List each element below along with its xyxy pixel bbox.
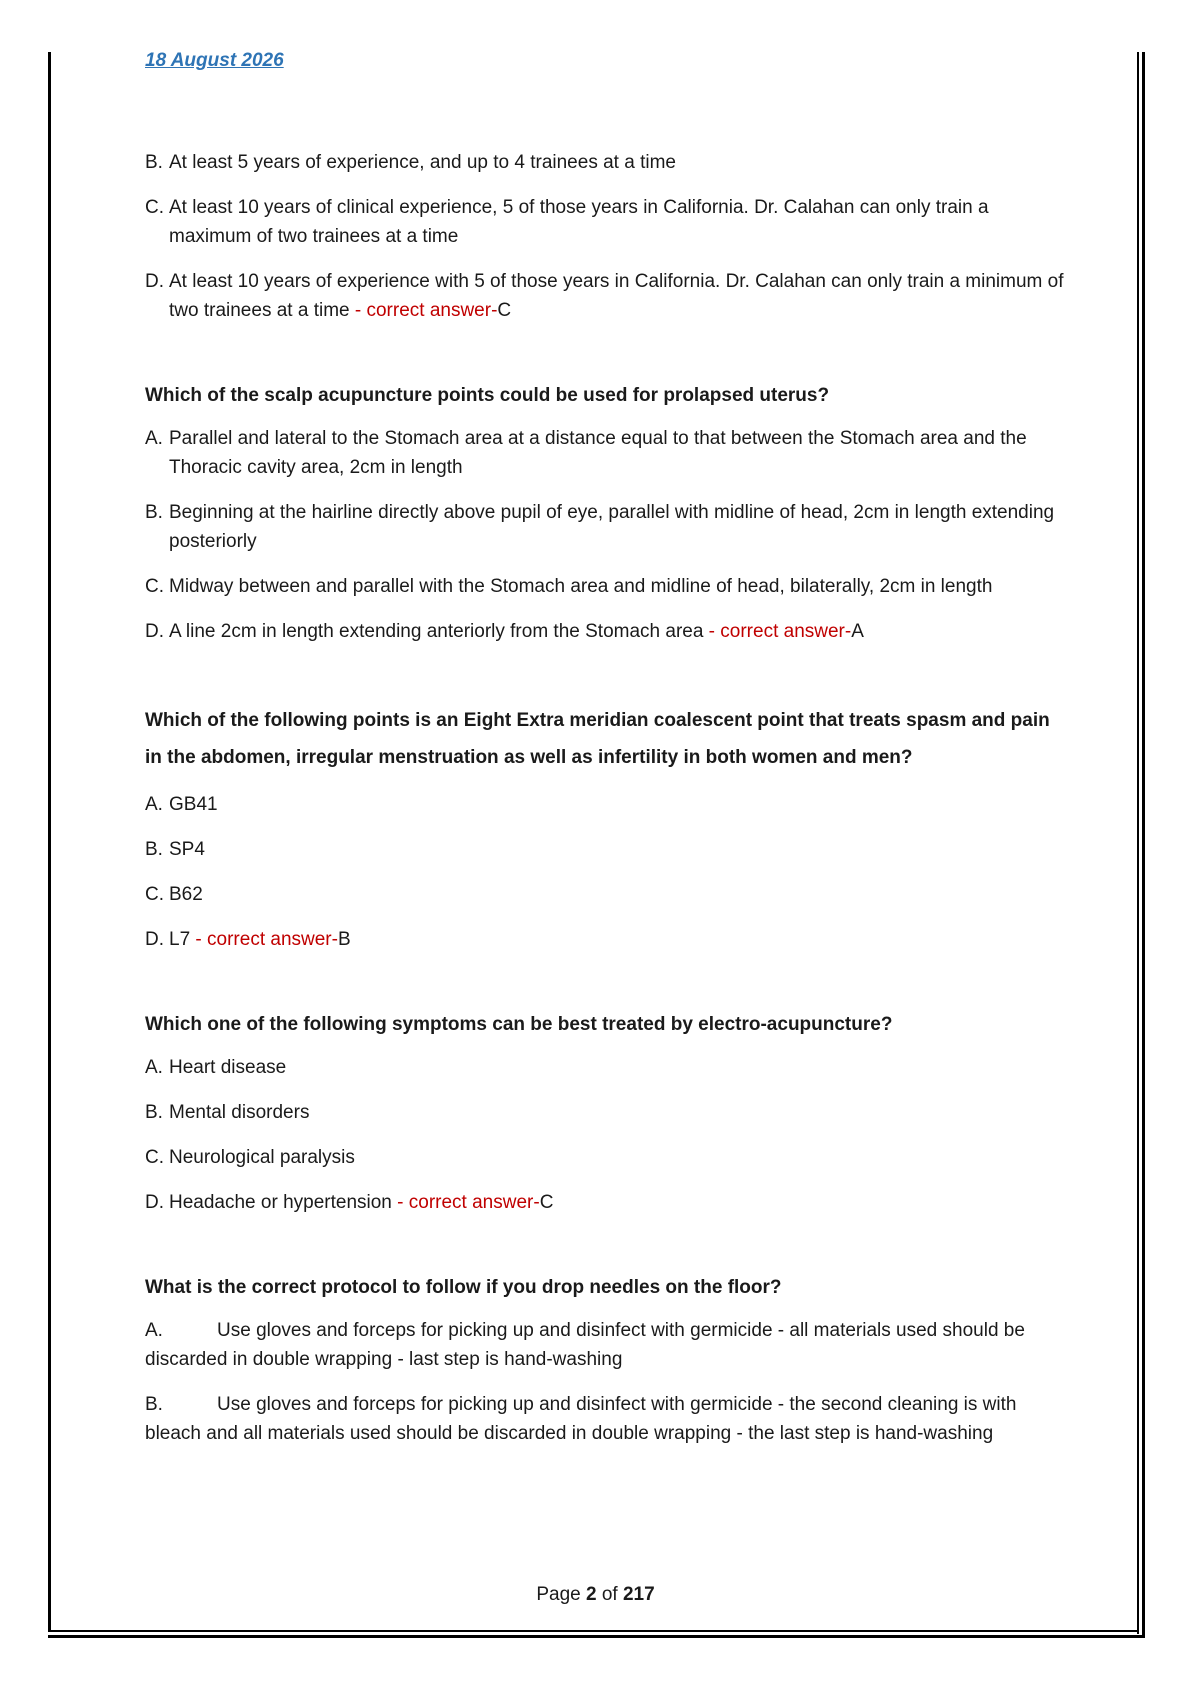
option-text: At least 10 years of clinical experience, 5 of those years in California. Dr. Calahan can only train a maximum of two trainees at a time [169,197,989,247]
answer-option [145,1053,1065,1082]
page-border-bottom [48,1630,1139,1632]
answer-option [145,1316,1065,1374]
question-block [145,702,1065,954]
option-letter: C. [145,1147,164,1168]
correct-answer-letter: C [497,300,512,321]
answer-option [145,424,1065,482]
page-border-bottom-outer [48,1635,1145,1638]
option-letter: D. [145,1192,164,1213]
answer-option [145,1143,1065,1172]
answer-option [145,1098,1065,1127]
correct-answer-letter: A [851,621,864,642]
option-text: Midway between and parallel with the Stomach area and midline of head, bilaterally, 2cm in length [169,576,993,597]
option-letter: D. [145,929,164,950]
answer-option [145,267,1065,325]
correct-answer-marker: - correct answer- [349,300,498,321]
correct-answer-marker: - correct answer- [703,621,852,642]
page-border-left [48,52,51,1632]
option-text: L7 [169,929,191,950]
question-block [145,1273,1065,1448]
document-date[interactable]: 18 August 2026 [145,50,284,71]
answer-option [145,498,1065,556]
answer-option [145,148,1065,177]
option-letter: D. [145,621,164,642]
question-text: Which of the following points is an Eight Extra meridian coalescent point that treats spasm and pain in the abdomen, irregular menstruation as well as infertility in both women and men? [145,710,1050,768]
question-text: Which one of the following symptoms can be best treated by electro-acupuncture? [145,1014,893,1035]
option-text: Heart disease [169,1057,287,1078]
option-text: GB41 [169,794,218,815]
page-border-right-outer [1142,52,1145,1637]
document-body [145,148,1065,1464]
option-letter: C. [145,884,164,905]
option-text: A line 2cm in length extending anteriorly from the Stomach area [169,621,704,642]
option-text: Neurological paralysis [169,1147,355,1168]
option-text: B62 [169,884,203,905]
option-letter: C. [145,197,164,218]
option-letter: B. [145,1394,163,1415]
option-text: At least 5 years of experience, and up to 4 trainees at a time [169,152,676,173]
correct-answer-marker: - correct answer- [190,929,338,950]
option-letter: B. [145,152,163,173]
answer-option [145,835,1065,864]
answer-option [145,572,1065,601]
option-letter: A. [145,428,163,449]
answer-option [145,617,1065,646]
option-letter: B. [145,1102,163,1123]
answer-option [145,880,1065,909]
answer-option [145,925,1065,954]
option-letter: A. [145,1320,163,1341]
page-middle: of [596,1584,623,1605]
option-text: Beginning at the hairline directly above pupil of eye, parallel with midline of head, 2cm in length extending posteriorly [169,502,1055,552]
option-letter: A. [145,794,163,815]
option-letter: B. [145,839,163,860]
option-text: At least 10 years of experience with 5 of those years in California. Dr. Calahan can only train a minimum of two trainees at a time [169,271,1064,321]
option-letter: A. [145,1057,163,1078]
answer-option [145,1188,1065,1217]
page-total: 217 [622,1584,655,1605]
page-prefix: Page [536,1584,586,1605]
option-text: Use gloves and forceps for picking up and disinfect with germicide - the second cleaning is with bleach and all materials used should be discarded in double wrapping - the last step is hand-washing [145,1394,1017,1444]
answer-option [145,193,1065,251]
question-text: Which of the scalp acupuncture points could be used for prolapsed uterus? [145,385,830,406]
correct-answer-letter: C [539,1192,554,1213]
question-block [145,148,1065,325]
question-text: What is the correct protocol to follow if you drop needles on the floor? [145,1277,782,1298]
answer-option [145,790,1065,819]
question-block [145,381,1065,646]
answer-option [145,1390,1065,1448]
correct-answer-letter: B [337,929,351,950]
question-block [145,1010,1065,1217]
option-letter: C. [145,576,164,597]
option-letter: D. [145,271,164,292]
option-text: Mental disorders [169,1102,310,1123]
page-current: 2 [585,1584,597,1605]
page-border-right [1137,52,1139,1634]
option-letter: B. [145,502,163,523]
option-text: Headache or hypertension [169,1192,392,1213]
option-text: Use gloves and forceps for picking up and disinfect with germicide - all materials used should be discarded in double wrapping - last step is hand-washing [145,1320,1025,1370]
option-text: SP4 [169,839,205,860]
option-text: Parallel and lateral to the Stomach area at a distance equal to that between the Stomach area and the Thoracic cavity area, 2cm in length [169,428,1027,478]
correct-answer-marker: - correct answer- [391,1192,540,1213]
page-number [0,1584,1191,1606]
